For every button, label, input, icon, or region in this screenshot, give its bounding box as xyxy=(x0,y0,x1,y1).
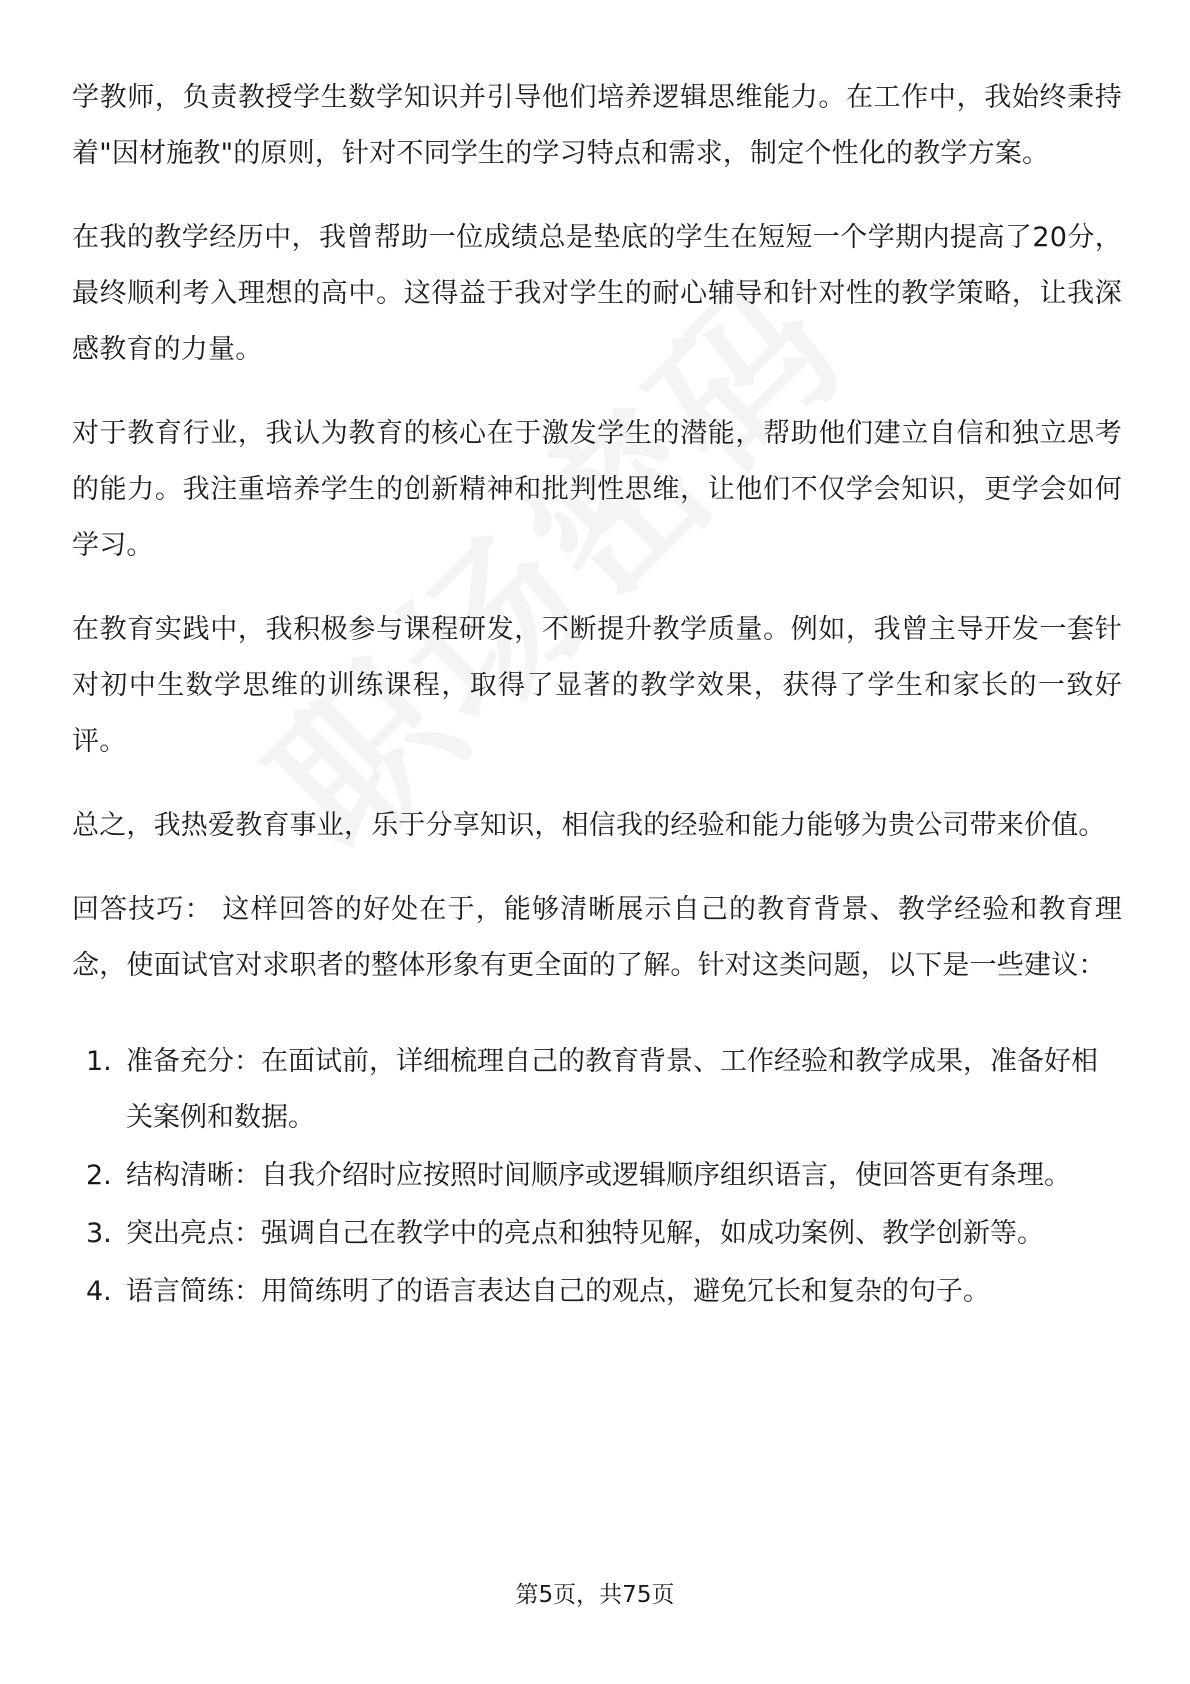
paragraph-practice: 在教育实践中，我积极参与课程研发，不断提升教学质量。例如，我曾主导开发一套针对初中生数学思维的训练课程，取得了显著的教学效果，获得了学生和家长的一致好评。 xyxy=(72,614,1122,757)
paragraph-summary: 总之，我热爱教育事业，乐于分享知识，相信我的经验和能力能够为贵公司带来价值。 xyxy=(72,810,1106,841)
paragraph-experience: 在我的教学经历中，我曾帮助一位成绩总是垫底的学生在短短一个学期内提高了20分，最终顺利考入理想的高中。这得益于我对学生的耐心辅导和针对性的教学策略，让我深感教育的力量。 xyxy=(72,222,1122,365)
page-number: 第5页，共75页 xyxy=(515,1582,675,1608)
paragraph-philosophy: 对于教育行业，我认为教育的核心在于激发学生的潜能，帮助他们建立自信和独立思考的能力。我注重培养学生的创新精神和批判性思维，让他们不仅学会知识，更学会如何学习。 xyxy=(72,418,1122,561)
paragraph-intro: 学教师，负责教授学生数学知识并引导他们培养逻辑思维能力。在工作中，我始终秉持着"因材施教"的原则，针对不同学生的学习特点和需求，制定个性化的教学方案。 xyxy=(72,82,1122,169)
list-item-text: 结构清晰：自我介绍时应按照时间顺序或逻辑顺序组织语言，使回答更有条理。 xyxy=(126,1160,1071,1191)
tips-list xyxy=(72,1034,1122,1320)
list-item-text: 准备充分：在面试前，详细梳理自己的教育背景、工作经验和教学成果，准备好相关案例和数据。 xyxy=(126,1046,1098,1133)
list-item xyxy=(72,1206,1122,1262)
list-item-number: 3. xyxy=(86,1218,112,1249)
list-item-number: 1. xyxy=(86,1046,112,1077)
list-item-text: 突出亮点：强调自己在教学中的亮点和独特见解，如成功案例、教学创新等。 xyxy=(126,1218,1044,1249)
document-body xyxy=(72,70,1122,1322)
list-item xyxy=(72,1148,1122,1204)
list-item xyxy=(72,1034,1122,1146)
paragraph-tips-intro: 回答技巧： 这样回答的好处在于，能够清晰展示自己的教育背景、教学经验和教育理念，使面试官对求职者的整体形象有更全面的了解。针对这类问题，以下是一些建议： xyxy=(72,894,1122,981)
list-item-number: 4. xyxy=(86,1276,112,1307)
list-item-number: 2. xyxy=(86,1160,112,1191)
list-item xyxy=(72,1264,1122,1320)
list-item-text: 语言简练：用简练明了的语言表达自己的观点，避免冗长和复杂的句子。 xyxy=(126,1276,990,1307)
